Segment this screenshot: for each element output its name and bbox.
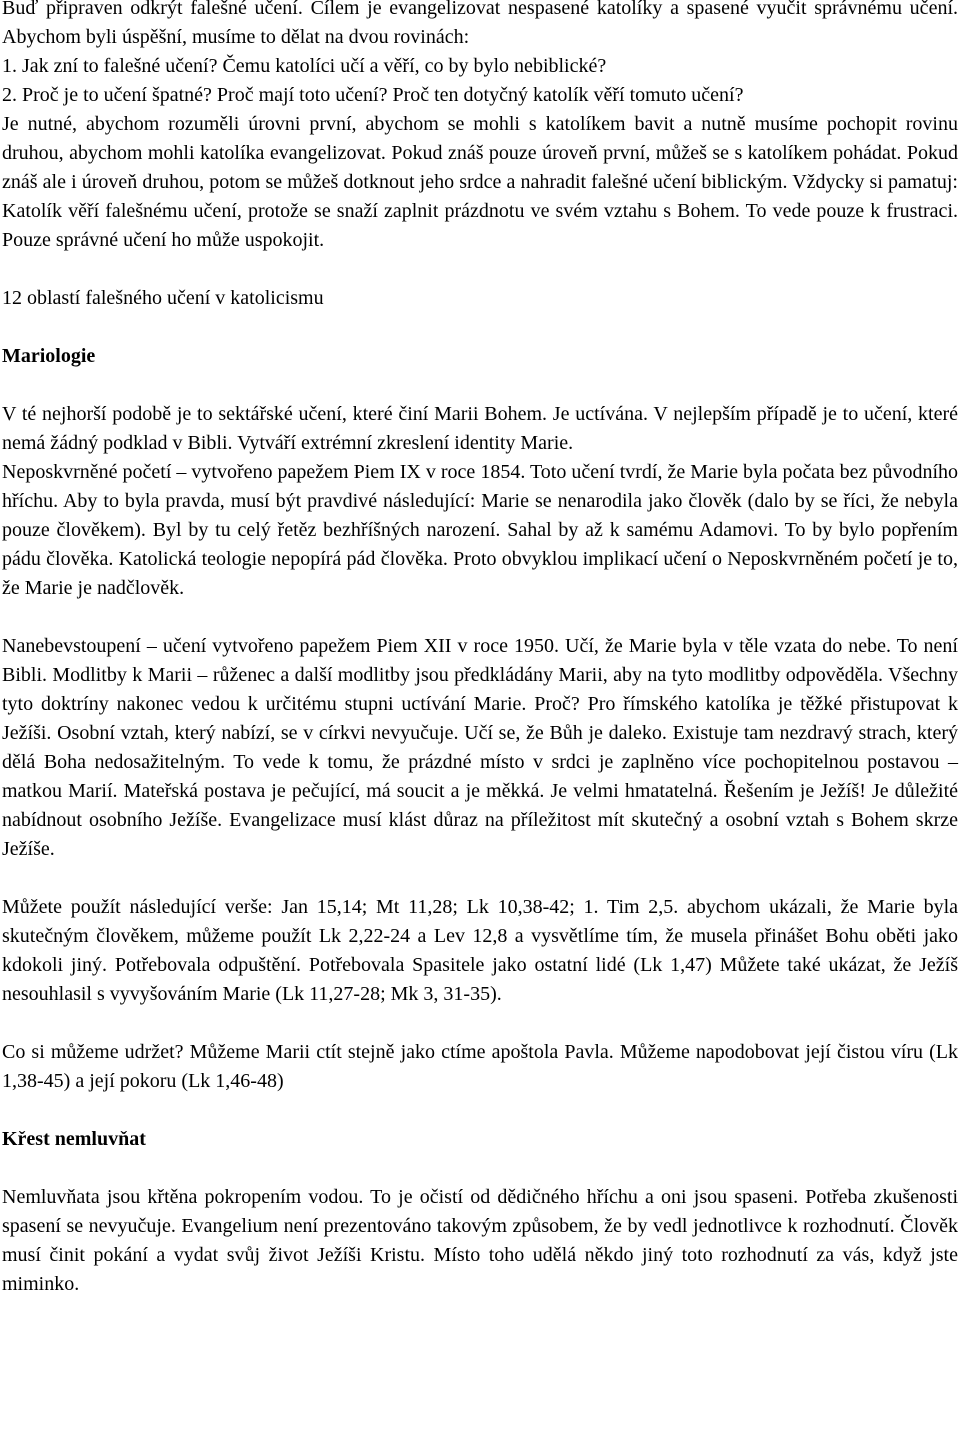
intro-paragraph: Buď připraven odkrýt falešné učení. Cílem je evangelizovat nespasené katolíky a spasené vyučit správnému učení. Abychom byli úspěšní, musíme to dělat na dvou rovinách: bbox=[2, 0, 958, 48]
question-two: 2. Proč je to učení špatné? Proč mají toto učení? Proč ten dotyčný katolík věří tomuto učení? bbox=[2, 84, 744, 106]
assumption-paragraph: Nanebevstoupení – učení vytvořeno papežem Piem XII v roce 1950. Učí, že Marie byla v těle vzata do nebe. To není Bibli. Modlitby k Marii – růženec a další modlitby jsou předkládány Marii, aby na tyto modlitby odpověděla. Všechny tyto doktríny nakonec vedou k určitému stupni uctívání Marie. Proč? Pro římského katolíka je těžké přistupovat k Ježíši. Osobní vztah, který nabízí, se v církvi nevyučuje. Učí se, že Bůh je daleko. Existuje tam nezdravý strach, který dělá Boha nedosažitelným. To vede k tomu, že prázdné místo v srdci je zaplněno více pochopitelnou postavou – matkou Marií. Mateřská postava je pečující, má soucit a je měkká. Je velmi hmatatelná. Řešením je Ježíš! Je důležité nabídnout osobního Ježíše. Evangelizace musí klást důraz na příležitost mít skutečný a osobní vztah s Bohem skrze Ježíše. bbox=[2, 635, 958, 860]
question-one: 1. Jak zní to falešné učení? Čemu katolíci učí a věří, co by bylo nebiblické? bbox=[2, 55, 607, 77]
section-title: 12 oblastí falešného učení v katolicismu bbox=[2, 287, 324, 309]
mariology-paragraph: V té nejhorší podobě je to sektářské učení, které činí Marii Bohem. Je uctívána. V nejlepším případě je to učení, které nemá žádný podklad v Bibli. Vytváří extrémní zkreslení identity Marie. bbox=[2, 403, 958, 454]
spacer bbox=[2, 255, 958, 284]
spacer bbox=[2, 371, 958, 400]
spacer bbox=[2, 313, 958, 342]
immaculate-conception-paragraph: Neposkvrněné početí – vytvořeno papežem Piem IX v roce 1854. Toto učení tvrdí, že Marie byla počata bez původního hříchu. Aby to byla pravda, musí být pravdivé následující: Marie se nenarodila jako člověk (dalo by se říci, že nebyla pouze člověkem). Byl by tu celý řetěz bezhříšných narození. Sahal by až k samému Adamovi. To by bylo popřením pádu člověka. Katolická teologie nepopírá pád člověka. Proto obvyklou implikací učení o Neposkvrněném početí je to, že Marie je nadčlověk. bbox=[2, 461, 958, 599]
spacer bbox=[2, 1096, 958, 1125]
document-page bbox=[2, 0, 958, 1299]
verses-paragraph: Můžete použít následující verše: Jan 15,14; Mt 11,28; Lk 10,38-42; 1. Tim 2,5. abychom ukázali, že Marie byla skutečným člověkem, můžeme použít Lk 2,22-24 a Lev 12,8 a vysvětlíme tím, že musela přinášet Bohu oběti jako kdokoli jiný. Potřebovala odpuštění. Potřebovala Spasitele jako ostatní lidé (Lk 1,47) Můžete také ukázat, že Ježíš nesouhlasil s vyvyšováním Marie (Lk 11,27-28; Mk 3, 31-35). bbox=[2, 896, 958, 1005]
spacer bbox=[2, 1009, 958, 1038]
intro-explanation: Je nutné, abychom rozuměli úrovni první, abychom se mohli s katolíkem bavit a nutně musíme pochopit rovinu druhou, abychom mohli katolíka evangelizovat. Pokud znáš pouze úroveň první, můžeš se s katolíkem pohádat. Pokud znáš ale i úroveň druhou, potom se můžeš dotknout jeho srdce a nahradit falešné učení biblickým. Vždycky si pamatuj: Katolík věří falešnému učení, protože se snaží zaplnit prázdnotu ve svém vztahu s Bohem. To vede pouze k frustraci. Pouze správné učení ho může uspokojit. bbox=[2, 113, 958, 251]
conclusion-paragraph: Co si můžeme udržet? Můžeme Marii ctít stejně jako ctíme apoštola Pavla. Můžeme napodobovat její čistou víru (Lk 1,38-45) a její pokoru (Lk 1,46-48) bbox=[2, 1041, 958, 1092]
spacer bbox=[2, 864, 958, 893]
baptism-paragraph: Nemluvňata jsou křtěna pokropením vodou. To je očistí od dědičného hříchu a oni jsou spaseni. Potřeba zkušenosti spasení se nevyučuje. Evangelium není prezentováno takovým způsobem, že by vedl jednotlivce k rozhodnutí. Člověk musí činit pokání a vydat svůj život Ježíši Kristu. Místo toho udělá někdo jiný toto rozhodnutí za vás, když jste miminko. bbox=[2, 1186, 958, 1295]
baptism-heading: Křest nemluvňat bbox=[2, 1128, 146, 1150]
spacer bbox=[2, 603, 958, 632]
spacer bbox=[2, 1154, 958, 1183]
mariology-heading: Mariologie bbox=[2, 345, 96, 367]
